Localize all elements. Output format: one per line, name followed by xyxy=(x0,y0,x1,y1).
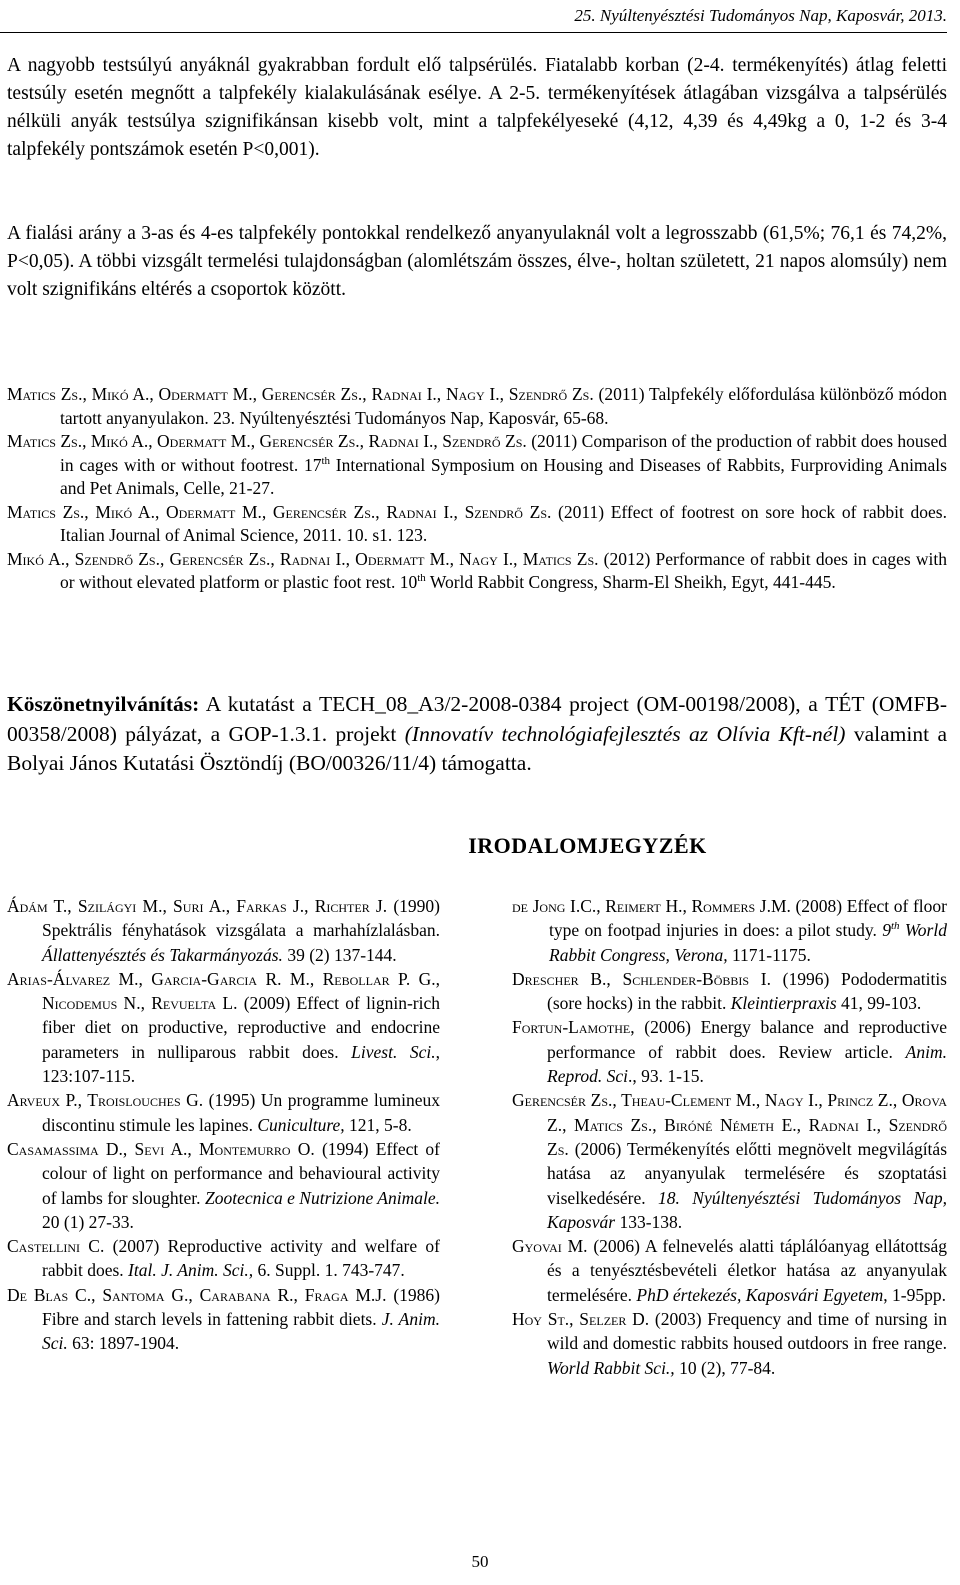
reference-text: (2006) Energy balance and reproductive performance of rabbit does. Review article. xyxy=(547,1017,947,1062)
reference-entry xyxy=(7,967,440,1088)
reference-tail: 121, 5-8. xyxy=(344,1114,412,1135)
reference-entry xyxy=(512,894,947,967)
reference-text: (2011) Talpfekély előfordulása különböző módon tartott anyanyulakon. 23. Nyúltenyésztési Tudományos Nap, Kaposvár, 65-68. xyxy=(60,384,947,428)
reference-journal: J. Anim. Sci. xyxy=(42,1309,440,1354)
reference-tail: 63: 1897-1904. xyxy=(67,1333,180,1354)
reference-text: International Symposium on Housing and Diseases of Rabbits, Furproviding Animals and Pet Animals, Celle, 21-27. xyxy=(60,454,947,498)
running-title: 25. Nyúltenyésztési Tudományos Nap, Kaposvár, 2013. xyxy=(574,6,947,25)
acknowledgement-label: Köszönetnyilvánítás: xyxy=(7,692,200,716)
paragraph-text: A fialási arány a 3-as és 4-es talpfekély pontokkal rendelkező anyanyulaknál volt a legrosszabb (61,5%; 76,1 és 74,2%, P<0,05). A többi vizsgált termelési tulajdonságban (alomlétszám összes, élve-, holtan született, 21 napos alomsúly) nem volt szignifikáns eltérés a csoportok között. xyxy=(7,223,947,300)
reference-authors: Mikó A., Szendrő Zs., Gerencsér Zs., Radnai I., Odermatt M., Nagy I., Matics Zs. xyxy=(7,548,599,569)
reference-tail: 20 (1) 27-33. xyxy=(42,1211,134,1232)
reference-authors: De Blas C., Santoma G., Carabana R., Fraga M.J. xyxy=(7,1284,387,1305)
reference-authors: Matics Zs., Mikó A., Odermatt M., Gerencsér Zs., Radnai I., Szendrő Zs. xyxy=(7,431,527,451)
results-paragraph-1 xyxy=(7,52,947,164)
ordinal-number: 9 xyxy=(882,920,891,941)
own-reference xyxy=(7,548,947,595)
reference-text: (2003) Frequency and time of nursing in wild and domestic rabbits housed outdoors in free range. xyxy=(547,1309,947,1354)
reference-entry xyxy=(7,1234,440,1283)
acknowledgement xyxy=(7,690,947,779)
reference-text: (1995) Un programme lumineux discontinu stimule les lapines. xyxy=(42,1090,441,1135)
reference-text: (2011) Effect of footrest on sore hock of rabbit does. Italian Journal of Animal Science, 2011. 10. s1. 123. xyxy=(60,501,947,545)
reference-tail: 41, 99-103. xyxy=(836,993,922,1014)
reference-journal: PhD értekezés, Kaposvári Egyetem xyxy=(636,1284,884,1305)
reference-text: (2007) Reproductive activity and welfare of rabbit does. xyxy=(42,1236,440,1281)
reference-authors: Matics Zs., Mikó A., Odermatt M., Gerencsér Zs., Radnai I., Nagy I., Szendrő Zs. xyxy=(7,384,594,404)
reference-authors: Drescher B., Schlender-Böbbis I. xyxy=(512,968,771,989)
acknowledgement-text: A kutatást a TECH_08_A3/2-2008-0384 project (OM-00198/2008), a TÉT (OMFB-00358/2008) pályázat, a GOP-1.3.1. projekt xyxy=(7,692,947,746)
reference-text: (1994) Effect of colour of light on performance and behavioural activity of lambs for sloughter. xyxy=(42,1138,440,1208)
reference-text: World Rabbit Congress, Sharm-El Sheikh, Egyt, 441-445. xyxy=(425,572,836,592)
reference-journal: Cuniculture, xyxy=(257,1114,345,1135)
reference-text: (2006) Termékenyítés előtti megnövelt megvilágítás hatása az anyanyulak termelésére és szoptatási viselkedésére. xyxy=(547,1138,947,1208)
reference-journal: Zootecnica e Nutrizione Animale. xyxy=(204,1187,440,1208)
reference-journal: Anim. Reprod. Sci xyxy=(547,1041,947,1087)
paragraph-text: A nagyobb testsúlyú anyáknál gyakrabban fordult elő talpsérülés. Fiatalabb korban (2-4. termékenyítés) átlag feletti testsúly esetén megnőtt a talpfekély kialakulásának esélye. A 2-5. termékenyítések átlagában vizsgálva a talpsérülés nélküli anyák testsúlya szignifikánsan kisebb volt, mint a talpfekélyeseké (4,12, 4,39 és 4,49kg a 0, 1-2 és 3-4 talpfekély pontszámok esetén P<0,001). xyxy=(7,55,947,160)
reference-authors: Casamassima D., Sevi A., Montemurro O. xyxy=(7,1138,315,1159)
page-number: 50 xyxy=(471,1552,489,1571)
reference-entry xyxy=(7,894,440,967)
reference-authors: Hoy St., Selzer D. xyxy=(512,1309,650,1330)
reference-journal-title: World Rabbit Congress, Verona, xyxy=(549,920,947,965)
reference-journal: Állattenyésztés és Takarmányozás. xyxy=(42,944,283,965)
running-header xyxy=(0,6,947,33)
reference-tail: 39 (2) 137-144. xyxy=(282,944,397,965)
acknowledgement-text: valamint a Bolyai János Kutatási Ösztöndíj (BO/00326/11/4) támogatta. xyxy=(7,721,947,775)
reference-tail: 6. Suppl. 1. 743-747. xyxy=(253,1260,405,1281)
references-left-column xyxy=(7,894,440,1356)
reference-entry xyxy=(7,1088,440,1137)
acknowledgement-project: (Innovatív technológiafejlesztés az Olívia Kft-nél) xyxy=(404,721,846,746)
reference-tail: , 1-95pp. xyxy=(883,1284,946,1305)
reference-entry xyxy=(512,1088,947,1234)
own-publications-list xyxy=(7,383,947,595)
reference-authors: Fortun-Lamothe, xyxy=(512,1017,635,1038)
ordinal-suffix: th xyxy=(417,572,426,585)
references-right-column xyxy=(512,894,947,1380)
reference-journal: World Rabbit Sci., xyxy=(547,1357,675,1378)
reference-authors: Arias-Álvarez M., Garcia-Garcia R. M., Rebollar P. G., Nicodemus N., Revuelta L. xyxy=(7,968,440,1014)
results-paragraph-2 xyxy=(7,220,947,304)
reference-text: (1986) Fibre and starch levels in fattening rabbit diets. xyxy=(42,1284,441,1330)
reference-text: (2012) Performance of rabbit does in cages with or without elevated platform or plastic foot rest. 10 xyxy=(60,548,947,592)
reference-text: (2008) Effect of floor type on footpad injuries in does: a pilot study. xyxy=(549,896,947,941)
reference-authors: Arveux P., Troislouches G. xyxy=(7,1090,204,1111)
own-reference xyxy=(7,430,947,501)
reference-tail: ., 93. 1-15. xyxy=(628,1066,704,1087)
reference-text: (2009) Effect of lignin-rich fiber diet on productive, reproductive and endocrine parameters in nulliparous rabbit does. xyxy=(42,993,440,1062)
reference-journal: Ital. J. Anim. Sci., xyxy=(128,1260,254,1281)
reference-authors: Gyovai M. xyxy=(512,1236,588,1257)
reference-text: (2011) Comparison of the production of rabbit does housed in cages with or without footrest. 17 xyxy=(60,431,948,475)
reference-journal: Livest. Sci. xyxy=(351,1041,436,1062)
reference-entry xyxy=(512,1307,947,1380)
reference-journal: 18. Nyúltenyésztési Tudományos Nap, Kaposvár xyxy=(547,1187,947,1232)
reference-text: (1990) Spektrális fényhatások vizsgálata a marhahízlalásban. xyxy=(42,896,441,941)
reference-journal: Kleintierpraxis xyxy=(730,993,837,1014)
reference-authors: Matics Zs., Mikó A., Odermatt M., Gerencsér Zs., Radnai I., Szendrő Zs. xyxy=(7,501,552,522)
ordinal-suffix: th xyxy=(321,454,331,467)
reference-text: (2006) A felnevelés alatti táplálóanyag ellátottság és a tenyésztésbevételi életkor hatása az anyanyulak termelésére. xyxy=(547,1236,948,1305)
reference-entry xyxy=(512,967,947,1016)
references-heading: IRODALOMJEGYZÉK xyxy=(468,833,707,858)
own-reference xyxy=(7,501,947,548)
reference-tail: 1171-1175. xyxy=(727,944,811,965)
reference-entry xyxy=(512,1015,947,1088)
reference-authors: de Jong I.C., Reimert H., Rommers J.M. xyxy=(512,896,791,916)
reference-authors: Ádám T., Szilágyi M., Suri A., Farkas J., Richter J. xyxy=(7,896,388,916)
reference-entry xyxy=(7,1137,440,1234)
reference-authors: Gerencsér Zs., Theau-Clement M., Nagy I., Princz Z., Orova Z., Matics Zs., Biróné Németh E., Radnai I., Szendrő Zs. xyxy=(512,1090,947,1159)
reference-entry xyxy=(512,1234,947,1307)
own-reference xyxy=(7,383,947,430)
reference-text: (1996) Pododermatitis (sore hocks) in the rabbit. xyxy=(547,968,947,1014)
reference-authors: Castellini C. xyxy=(7,1236,105,1257)
ordinal-suffix: th xyxy=(890,920,900,933)
reference-entry xyxy=(7,1283,440,1356)
reference-tail: 10 (2), 77-84. xyxy=(674,1357,776,1378)
reference-tail: , 123:107-115. xyxy=(42,1041,440,1087)
reference-tail: 133-138. xyxy=(615,1211,683,1232)
